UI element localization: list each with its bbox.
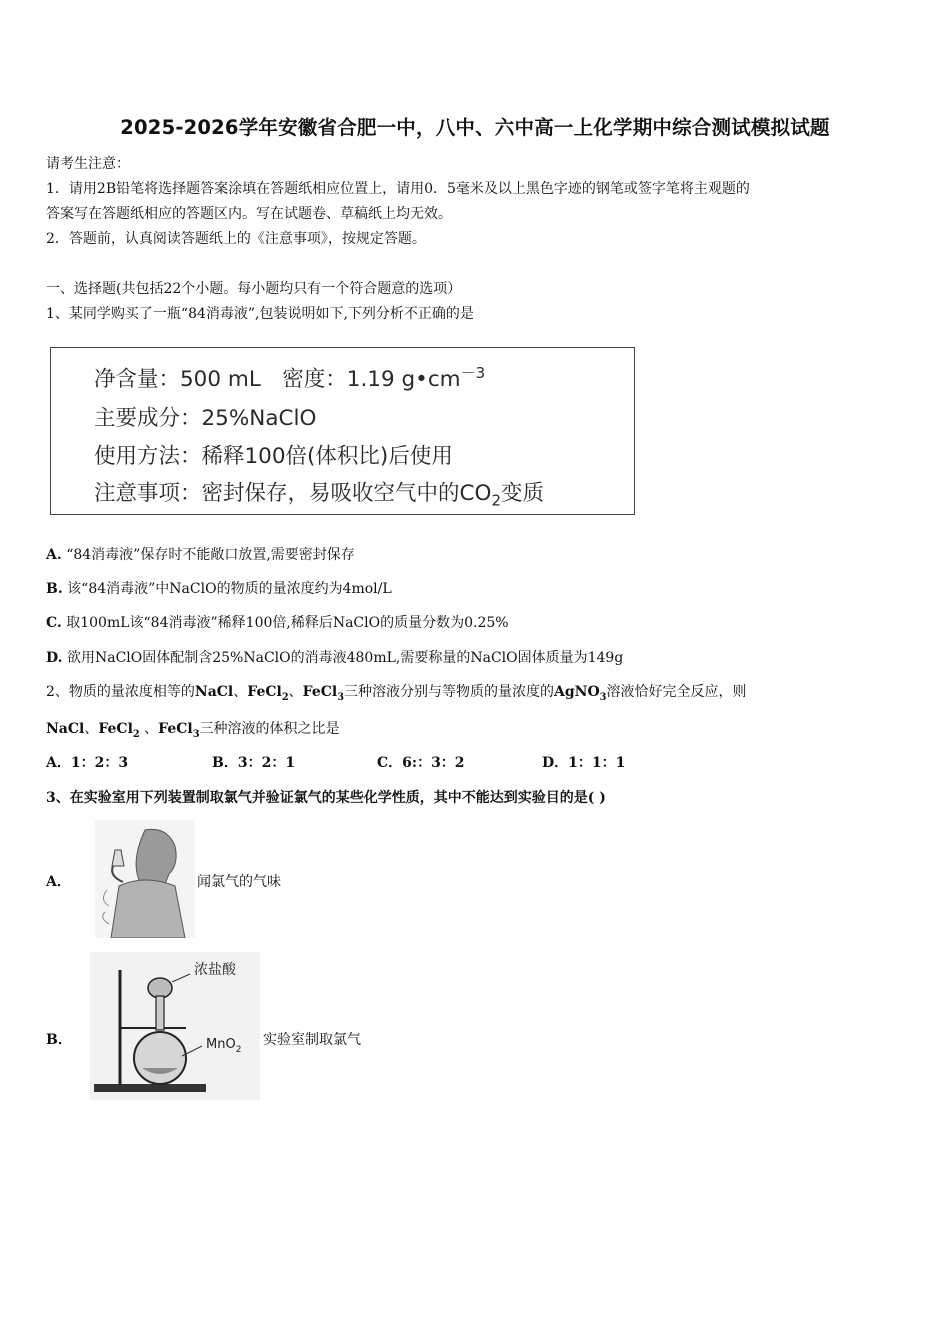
figure-label-hcl: 浓盐酸 xyxy=(194,962,236,978)
dropping-funnel-icon xyxy=(148,978,172,998)
q2-sep-2: 、 xyxy=(288,684,303,700)
q2-fecl3-sub: 3 xyxy=(337,691,345,703)
q2-agno3-sub: 3 xyxy=(599,691,607,703)
notice-item-1-line-2: 答案写在答题纸相应的答题区内。写在试题卷、草稿纸上均无效。 xyxy=(46,206,452,222)
q2-option-c xyxy=(377,752,465,772)
notice-item-1-line-1: 1．请用2B铅笔将选择题答案涂填在答题纸相应位置上，请用0．5毫米及以上黑色字迹的钢笔或签字笔将主观题的 xyxy=(46,181,750,197)
q2-line2-fecl2-base: FeCl xyxy=(98,721,133,737)
q2-fecl2-sub: 2 xyxy=(281,691,289,703)
label-volume-text: 净含量：500 mL 密度：1.19 g•cm xyxy=(94,367,461,392)
q2-line2-fecl3-sub: 3 xyxy=(192,728,200,740)
q2-option-a-key: A． xyxy=(46,755,71,771)
q1-option-b xyxy=(46,578,392,598)
stand-base-icon xyxy=(94,1084,206,1092)
notice-heading: 请考生注意： xyxy=(46,156,130,172)
q2-agno3 xyxy=(554,684,607,703)
label-caution-tail: 变质 xyxy=(501,481,545,506)
label-caution-sub: 2 xyxy=(491,491,502,510)
q2-line2-fecl2 xyxy=(98,721,140,740)
q1-option-b-text: 该“84消毒液”中NaClO的物质的量浓度约为4mol/L xyxy=(67,581,392,597)
q1-option-d-text: 欲用NaClO固体配制含25%NaClO的消毒液480mL,需要称量的NaClO固体质量为149g xyxy=(66,650,624,666)
q2-line2-fecl3 xyxy=(158,721,200,740)
question-2-stem-line-1 xyxy=(46,681,747,701)
q1-option-d-key: D. xyxy=(46,650,63,666)
person-body-icon xyxy=(111,880,185,938)
question-2-stem-line-2 xyxy=(46,718,340,738)
q2-option-b-text: 3：2：1 xyxy=(237,755,296,771)
q2-option-b-key: B． xyxy=(212,755,238,771)
q1-option-b-key: B. xyxy=(46,581,63,597)
q1-option-d xyxy=(46,647,623,667)
q1-option-a xyxy=(46,544,355,564)
q1-option-c xyxy=(46,612,509,632)
section-heading: 一、选择题(共包括22个小题。每小题均只有一个符合题意的选项） xyxy=(46,281,462,297)
q2-option-a xyxy=(46,752,128,772)
notice-item-2: 2．答题前，认真阅读答题纸上的《注意事项》，按规定答题。 xyxy=(46,231,426,247)
figure-label-mno2-sub: 2 xyxy=(235,1045,242,1055)
q1-option-a-key: A. xyxy=(46,547,62,563)
q2-line2-sep-1: 、 xyxy=(84,721,99,737)
q2-option-c-key: C． xyxy=(377,755,403,771)
q2-line2-fecl3-base: FeCl xyxy=(158,721,193,737)
q1-option-c-text: 取100mL该“84消毒液”稀释100倍,稀释后NaClO的质量分数为0.25% xyxy=(66,615,509,631)
q2-line2-sep-2: 、 xyxy=(139,721,159,737)
product-label-box xyxy=(50,347,635,515)
smelling-gas-figure xyxy=(95,820,195,938)
q2-fecl2-base: FeCl xyxy=(247,684,282,700)
q2-fecl2 xyxy=(247,684,289,703)
q2-line2-fecl2-sub: 2 xyxy=(132,728,140,740)
q1-option-a-text: “84消毒液”保存时不能敞口放置,需要密封保存 xyxy=(66,547,355,563)
q2-sep-1: 、 xyxy=(233,684,248,700)
q2-agno3-base: AgNO xyxy=(554,684,600,700)
q2-line2-nacl: NaCl xyxy=(46,721,85,737)
q2-text-b: 三种溶液分别与等物质的量浓度的 xyxy=(344,684,555,700)
question-1-stem: 1、某同学购买了一瓶“84消毒液”,包装说明如下,下列分析不正确的是 xyxy=(46,306,474,322)
q2-fecl3 xyxy=(302,684,345,703)
funnel-stem-icon xyxy=(156,996,164,1030)
label-line-usage: 使用方法：稀释100倍(体积比)后使用 xyxy=(94,444,453,469)
q3-option-b-key: B． xyxy=(46,1032,72,1048)
round-flask-icon xyxy=(134,1032,186,1084)
figure-label-mno2-base: MnO xyxy=(206,1037,236,1052)
label-caution-text: 注意事项：密封保存，易吸收空气中的CO xyxy=(94,481,492,506)
label-line-volume xyxy=(94,362,485,393)
q2-option-d-text: 1：1：1 xyxy=(568,755,626,771)
label-line-caution xyxy=(94,476,545,510)
q1-option-c-key: C. xyxy=(46,615,62,631)
chlorine-apparatus-figure xyxy=(90,952,260,1100)
page-title: 2025-2026学年安徽省合肥一中，八中、六中高一上化学期中综合测试模拟试题 xyxy=(120,116,830,139)
q2-fecl3-base: FeCl xyxy=(302,684,338,700)
q2-option-a-text: 1：2：3 xyxy=(70,755,129,771)
q2-option-c-text: 6:：3：2 xyxy=(402,755,465,771)
q3-option-a-key: A． xyxy=(46,874,71,890)
q2-option-b xyxy=(212,752,295,772)
q2-nacl: NaCl xyxy=(194,684,234,700)
q2-option-d-key: D． xyxy=(542,755,569,771)
question-3-stem: 3、在实验室用下列装置制取氯气并验证氯气的某些化学性质，其中不能达到实验目的是( ) xyxy=(46,790,606,806)
label-volume-sup: －3 xyxy=(460,363,486,382)
label-line-composition: 主要成分：25%NaClO xyxy=(94,406,317,431)
q2-line2-text: 三种溶液的体积之比是 xyxy=(199,721,340,737)
q3-option-b-text: 实验室制取氯气 xyxy=(263,1032,361,1048)
q2-text-c: 溶液恰好完全反应，则 xyxy=(606,684,747,700)
q2-option-d xyxy=(542,752,625,772)
q3-option-a-text: 闻氯气的气味 xyxy=(197,874,281,890)
q2-text-a: 2、物质的量浓度相等的 xyxy=(46,684,195,700)
